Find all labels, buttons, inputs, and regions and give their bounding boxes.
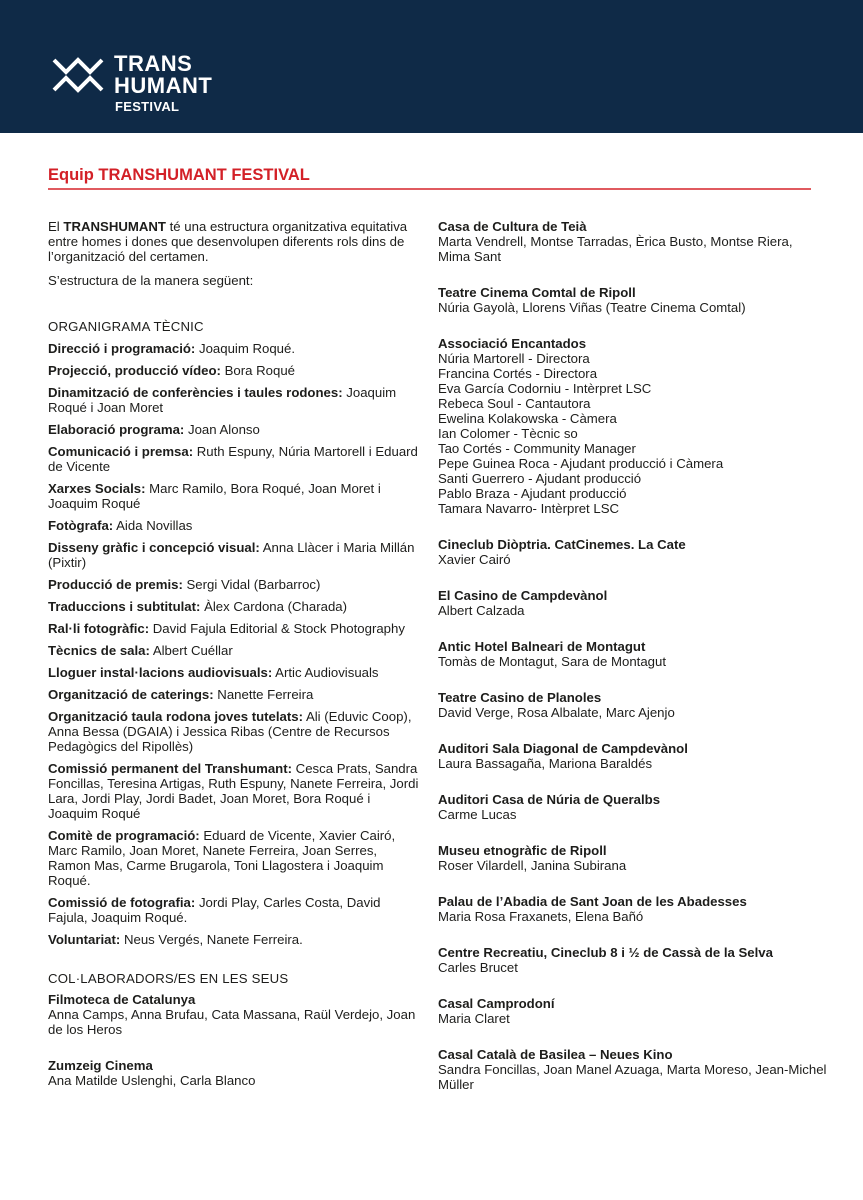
role-value: Ali (Eduvic Coop), Anna Bessa (DGAIA) i Jessica Ribas (Centre de Recursos Pedagògics del Ripollès): [48, 709, 412, 754]
venue-member: Rebeca Soul - Cantautora: [438, 396, 591, 411]
logo-text-festival: FESTIVAL: [115, 99, 180, 114]
venue-name: Associació Encantados: [438, 336, 587, 351]
venue-block: [438, 894, 828, 924]
role-value: Artic Audiovisuals: [272, 665, 379, 680]
role-item: [48, 481, 420, 511]
role-value: Eduard de Vicente, Xavier Cairó, Marc Ramilo, Joan Moret, Nanete Ferreira, Joan Serres, Ramon Mas, Carme Brugarola, Toni Llagostera i Joaquim Roqué.: [48, 828, 396, 888]
venue-block: [438, 537, 828, 567]
venue-name: Filmoteca de Catalunya: [48, 992, 196, 1007]
venue-name: Casa de Cultura de Teià: [438, 219, 587, 234]
venue-member: Marta Vendrell, Montse Tarradas, Èrica Busto, Montse Riera, Mima Sant: [438, 234, 793, 264]
role-label: Xarxes Socials:: [48, 481, 146, 496]
roles-list: [48, 341, 420, 947]
venue-block: [438, 996, 828, 1026]
role-value: David Fajula Editorial & Stock Photography: [149, 621, 405, 636]
venue-name: Palau de l’Abadia de Sant Joan de les Abadesses: [438, 894, 747, 909]
venue-member: Pablo Braza - Ajudant producció: [438, 486, 627, 501]
venue-member: Maria Claret: [438, 1011, 510, 1026]
role-item: [48, 341, 420, 356]
role-item: [48, 444, 420, 474]
venue-member: Núria Martorell - Directora: [438, 351, 590, 366]
logo-text-humant: HUMANT: [114, 73, 213, 98]
venue-name: Antic Hotel Balneari de Montagut: [438, 639, 646, 654]
venue-member: Xavier Cairó: [438, 552, 511, 567]
venue-name: Teatre Cinema Comtal de Ripoll: [438, 285, 636, 300]
title-divider: [48, 188, 811, 190]
role-item: [48, 385, 420, 415]
role-label: Comissió de fotografia:: [48, 895, 196, 910]
venue-member: Tamara Navarro- Intèrpret LSC: [438, 501, 620, 516]
venue-member: Laura Bassagaña, Mariona Baraldés: [438, 756, 653, 771]
venue-name: El Casino de Campdevànol: [438, 588, 608, 603]
venue-member: Maria Rosa Fraxanets, Elena Bañó: [438, 909, 644, 924]
role-item: [48, 643, 420, 658]
venue-name: Zumzeig Cinema: [48, 1058, 153, 1073]
role-item: [48, 540, 420, 570]
venue-member: Anna Camps, Anna Brufau, Cata Massana, Raül Verdejo, Joan de los Heros: [48, 1007, 416, 1037]
role-label: Comunicació i premsa:: [48, 444, 194, 459]
role-label: Direcció i programació:: [48, 341, 196, 356]
role-item: [48, 828, 420, 888]
role-item: [48, 895, 420, 925]
role-label: Traduccions i subtitulat:: [48, 599, 201, 614]
role-label: Dinamització de conferències i taules rodones:: [48, 385, 343, 400]
venue-member: Eva García Codorniu - Intèrpret LSC: [438, 381, 652, 396]
organigrama-heading: ORGANIGRAMA TÈCNIC: [48, 319, 204, 334]
venue-name: Cineclub Diòptria. CatCinemes. La Cate: [438, 537, 686, 552]
role-item: [48, 422, 420, 437]
venue-block: [438, 945, 828, 975]
venues-left-list: [48, 992, 420, 1088]
role-label: Tècnics de sala:: [48, 643, 150, 658]
role-item: [48, 761, 420, 821]
venue-member: Carme Lucas: [438, 807, 517, 822]
role-value: Anna Llàcer i Maria Millán (Pixtir): [48, 540, 415, 570]
intro-paragraph: El TRANSHUMANT té una estructura organitzativa equitativa entre homes i dones que desenvolupen diferents rols dins de l’organització del certamen.: [48, 219, 408, 264]
role-item: [48, 577, 420, 592]
venue-block: [438, 1047, 828, 1092]
role-label: Organització de caterings:: [48, 687, 214, 702]
role-value: Nanette Ferreira: [213, 687, 314, 702]
role-label: Elaboració programa:: [48, 422, 185, 437]
venue-member: Santi Guerrero - Ajudant producció: [438, 471, 642, 486]
venue-member: Ian Colomer - Tècnic so: [438, 426, 578, 441]
venue-member: Tao Cortés - Community Manager: [438, 441, 636, 456]
venue-member: Tomàs de Montagut, Sara de Montagut: [438, 654, 666, 669]
role-value: Joaquim Roqué.: [195, 341, 296, 356]
role-item: [48, 687, 420, 702]
collaborators-heading: COL·LABORADORS/ES EN LES SEUS: [48, 971, 289, 986]
role-value: Jordi Play, Carles Costa, David Fajula, Joaquim Roqué.: [48, 895, 381, 925]
role-item: [48, 599, 420, 614]
venue-member: Albert Calzada: [438, 603, 525, 618]
left-column: [48, 219, 420, 1109]
role-label: Comitè de programació:: [48, 828, 200, 843]
venue-name: Casal Camprodoní: [438, 996, 555, 1011]
venue-member: Ana Matilde Uslenghi, Carla Blanco: [48, 1073, 256, 1088]
venue-name: Teatre Casino de Planoles: [438, 690, 602, 705]
logo-text-trans: TRANS: [114, 51, 193, 76]
venue-member: Francina Cortés - Directora: [438, 366, 598, 381]
role-value: Neus Vergés, Nanete Ferreira.: [120, 932, 303, 947]
intro-structure-line: S’estructura de la manera següent:: [48, 273, 254, 288]
venue-name: Auditori Casa de Núria de Queralbs: [438, 792, 661, 807]
venue-block: [438, 219, 828, 264]
role-item: [48, 363, 420, 378]
venue-block: [438, 843, 828, 873]
venue-member: Pepe Guinea Roca - Ajudant producció i Càmera: [438, 456, 724, 471]
venue-block: [48, 1058, 420, 1088]
venue-block: [438, 741, 828, 771]
role-label: Ral·li fotogràfic:: [48, 621, 150, 636]
role-value: Albert Cuéllar: [149, 643, 233, 658]
role-value: Bora Roqué: [220, 363, 295, 378]
venue-member: Roser Vilardell, Janina Subirana: [438, 858, 627, 873]
venues-right-list: [438, 219, 828, 1092]
right-column: [438, 219, 828, 1113]
role-value: Ruth Espuny, Núria Martorell i Eduard de Vicente: [48, 444, 418, 474]
festival-logo: [50, 50, 240, 120]
logo-mark-icon: [50, 54, 106, 96]
role-item: [48, 665, 420, 680]
role-value: Joan Alonso: [184, 422, 260, 437]
role-value: Sergi Vidal (Barbarroc): [182, 577, 321, 592]
role-item: [48, 621, 420, 636]
venue-block: [48, 992, 420, 1037]
role-label: Lloguer instal·lacions audiovisuals:: [48, 665, 273, 680]
venue-block: [438, 588, 828, 618]
role-value: Aida Novillas: [113, 518, 193, 533]
venue-name: Museu etnogràfic de Ripoll: [438, 843, 607, 858]
section-title: Equip TRANSHUMANT FESTIVAL: [48, 166, 310, 184]
role-item: [48, 932, 420, 947]
role-label: Organització taula rodona joves tutelats:: [48, 709, 304, 724]
venue-member: Núria Gayolà, Llorens Viñas (Teatre Cinema Comtal): [438, 300, 746, 315]
venue-block: [438, 792, 828, 822]
role-label: Comissió permanent del Transhumant:: [48, 761, 293, 776]
page-header: [0, 0, 863, 133]
venue-member: David Verge, Rosa Albalate, Marc Ajenjo: [438, 705, 675, 720]
venue-name: Casal Català de Basilea – Neues Kino: [438, 1047, 673, 1062]
venue-block: [438, 639, 828, 669]
venue-name: Centre Recreatiu, Cineclub 8 i ½ de Cassà de la Selva: [438, 945, 773, 960]
role-label: Disseny gràfic i concepció visual:: [48, 540, 260, 555]
role-value: Àlex Cardona (Charada): [200, 599, 348, 614]
venue-member: Ewelina Kolakowska - Càmera: [438, 411, 617, 426]
role-value: Marc Ramilo, Bora Roqué, Joan Moret i Joaquim Roqué: [48, 481, 381, 511]
role-item: [48, 709, 420, 754]
role-label: Fotògrafa:: [48, 518, 114, 533]
venue-block: [438, 285, 828, 315]
role-value: Cesca Prats, Sandra Foncillas, Teresina Artigas, Ruth Espuny, Nanete Ferreira, Jordi Lara, Jordi Play, Jordi Badet, Joan Moret, Bora Roqué i Joaquim Roqué: [48, 761, 419, 821]
venue-block: [438, 690, 828, 720]
venue-member: Carles Brucet: [438, 960, 518, 975]
venue-member: Sandra Foncillas, Joan Manel Azuaga, Marta Moreso, Jean-Michel Müller: [438, 1062, 827, 1092]
role-label: Voluntariat:: [48, 932, 121, 947]
venue-name: Auditori Sala Diagonal de Campdevànol: [438, 741, 688, 756]
venue-block: [438, 336, 828, 516]
role-value: Joaquim Roqué i Joan Moret: [48, 385, 397, 415]
role-item: [48, 518, 420, 533]
role-label: Producció de premis:: [48, 577, 183, 592]
role-label: Projecció, producció vídeo:: [48, 363, 221, 378]
